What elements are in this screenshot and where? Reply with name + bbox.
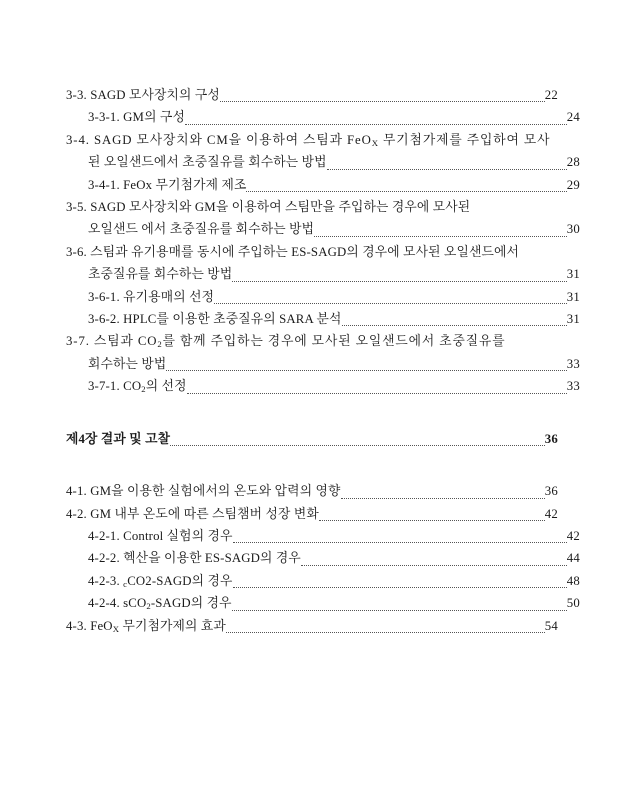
toc-entry-label-part: 무기첨가제를 주입하여 모사 (378, 132, 551, 147)
toc-page-number: 30 (566, 222, 580, 237)
toc-entry-3-6-line1[interactable] (66, 241, 558, 263)
toc-entry-label (66, 615, 226, 637)
toc-page-number: 28 (566, 155, 580, 170)
toc-page-number: 36 (544, 484, 558, 499)
dot-leader (233, 531, 567, 547)
dot-leader (232, 270, 566, 286)
toc-entry-label: 4-2. GM 내부 온도에 따른 스팀챔버 성장 변화 (66, 506, 319, 521)
toc-page-number: 50 (566, 596, 580, 611)
toc-entry-3-4-line1[interactable] (66, 129, 558, 151)
subscript-2: 2 (157, 339, 163, 350)
toc-entry-label-part: 4-3. FeO (66, 618, 113, 633)
toc-entry-label: 3-6-2. HPLC를 이용한 초중질유의 SARA 분석 (88, 312, 342, 327)
subscript-x: X (371, 137, 379, 148)
dot-leader (342, 314, 567, 330)
toc-entry-label-part: CO2-SAGD의 경우 (127, 573, 233, 588)
toc-entry-label: 4-2-2. 헥산을 이용한 ES-SAGD의 경우 (88, 551, 301, 566)
toc-entry-4-2-4[interactable] (88, 592, 580, 614)
dot-leader (319, 509, 545, 525)
table-of-contents (66, 84, 580, 637)
toc-chapter-heading[interactable] (66, 428, 558, 450)
dot-leader (301, 554, 567, 570)
toc-entry-3-6-line2[interactable] (88, 263, 580, 285)
toc-entry-label (88, 375, 187, 397)
toc-entry-3-4-line2[interactable] (88, 151, 580, 173)
toc-entry-4-2[interactable] (66, 503, 558, 525)
toc-entry-label-part: 를 함께 주입하는 경우에 모사된 오일샌드에서 초중질유를 (162, 334, 506, 349)
toc-page-number: 42 (544, 506, 558, 521)
toc-entry-label: 3-4-1. FeOx 무기첨가제 제조 (88, 177, 247, 192)
dot-leader (232, 599, 567, 615)
dot-leader (246, 180, 566, 196)
toc-entry-3-6-1[interactable] (88, 286, 580, 308)
toc-entry-label-part: 3-7. 스팀과 CO (66, 334, 158, 349)
spacer (66, 398, 558, 428)
toc-entry-label: 3-3. SAGD 모사장치의 구성 (66, 88, 220, 102)
toc-entry-label-part: -SAGD의 경우 (150, 596, 232, 611)
toc-entry-3-5-line2[interactable] (88, 218, 580, 240)
toc-page-number: 24 (566, 110, 580, 125)
subscript-2: 2 (141, 384, 146, 395)
toc-page-number: 54 (544, 618, 558, 633)
subscript-x: X (112, 623, 120, 634)
toc-entry-label: 오일샌드 에서 초중질유를 회수하는 방법 (88, 222, 315, 237)
toc-entry-label: 3-3-1. GM의 구성 (88, 110, 185, 125)
toc-page-number: 22 (544, 88, 558, 102)
toc-entry-label (88, 570, 233, 592)
toc-entry-label: 회수하는 방법 (88, 356, 167, 371)
dot-leader (185, 113, 567, 129)
dot-leader (170, 434, 545, 450)
toc-entry-3-7-line1[interactable] (66, 330, 558, 352)
toc-page-number: 42 (566, 528, 580, 543)
toc-entry-4-3[interactable] (66, 615, 558, 637)
toc-page-number: 36 (544, 431, 558, 446)
toc-entry-3-3[interactable] (66, 84, 558, 106)
toc-entry-3-4-1[interactable] (88, 174, 580, 196)
subscript-c: c (123, 578, 128, 589)
toc-entry-label-part: 3-4. SAGD 모사장치와 CM을 이용하여 스팀과 FeO (66, 132, 372, 147)
toc-entry-label (88, 592, 232, 614)
dot-leader (341, 487, 545, 503)
toc-page-number: 33 (566, 356, 580, 371)
toc-entry-label-part: 3-5. SAGD 모사장치와 GM을 이용하여 스팀만을 주입하는 경우에 모사된 (66, 200, 471, 215)
toc-entry-label-part: 무기첨가제의 효과 (119, 618, 226, 633)
toc-entry-label: 초중질유를 회수하는 방법 (88, 267, 233, 282)
toc-entry-label-part: 3-6. 스팀과 유기용매를 동시에 주입하는 ES-SAGD의 경우에 모사된 오일샌드에서 (66, 244, 520, 259)
toc-entry-3-3-1[interactable] (88, 106, 580, 128)
toc-entry-label-part: 의 선정 (145, 379, 187, 394)
toc-page-number: 31 (566, 289, 580, 304)
toc-page-number: 31 (566, 267, 580, 282)
toc-entry-number: 4-2-3. (88, 573, 124, 588)
toc-entry-3-6-2[interactable] (88, 308, 580, 330)
toc-entry-3-7-line2[interactable] (88, 353, 580, 375)
subscript-2: 2 (146, 601, 151, 612)
toc-entry-label-part: 4-2-4. sCO (88, 596, 147, 611)
toc-entry-4-2-3[interactable] (88, 570, 580, 592)
toc-page-number: 29 (566, 177, 580, 192)
toc-entry-4-1[interactable] (66, 480, 558, 502)
toc-chapter-label: 제4장 결과 및 고찰 (66, 431, 171, 446)
dot-leader (226, 621, 545, 637)
dot-leader (327, 158, 567, 174)
toc-page-number: 33 (566, 379, 580, 394)
toc-entry-label: 3-6-1. 유기용매의 선정 (88, 289, 215, 304)
toc-page-number: 31 (566, 312, 580, 327)
dot-leader (187, 382, 567, 398)
dot-leader (166, 359, 566, 375)
toc-entry-4-2-1[interactable] (88, 525, 580, 547)
dot-leader (220, 90, 545, 106)
toc-entry-label-part: 3-7-1. CO (88, 379, 142, 394)
toc-entry-3-5-line1[interactable] (66, 196, 558, 218)
spacer (66, 450, 558, 480)
toc-entry-4-2-2[interactable] (88, 547, 580, 569)
toc-entry-label: 4-2-1. Control 실험의 경우 (88, 528, 233, 543)
toc-page-number: 48 (566, 573, 580, 588)
toc-entry-3-7-1[interactable] (88, 375, 580, 397)
toc-entry-label: 4-1. GM을 이용한 실험에서의 온도와 압력의 영향 (66, 484, 341, 499)
dot-leader (214, 292, 567, 308)
dot-leader (233, 576, 567, 592)
toc-page-number: 44 (566, 551, 580, 566)
dot-leader (314, 225, 567, 241)
toc-entry-label: 된 오일샌드에서 초중질유를 회수하는 방법 (88, 155, 327, 170)
